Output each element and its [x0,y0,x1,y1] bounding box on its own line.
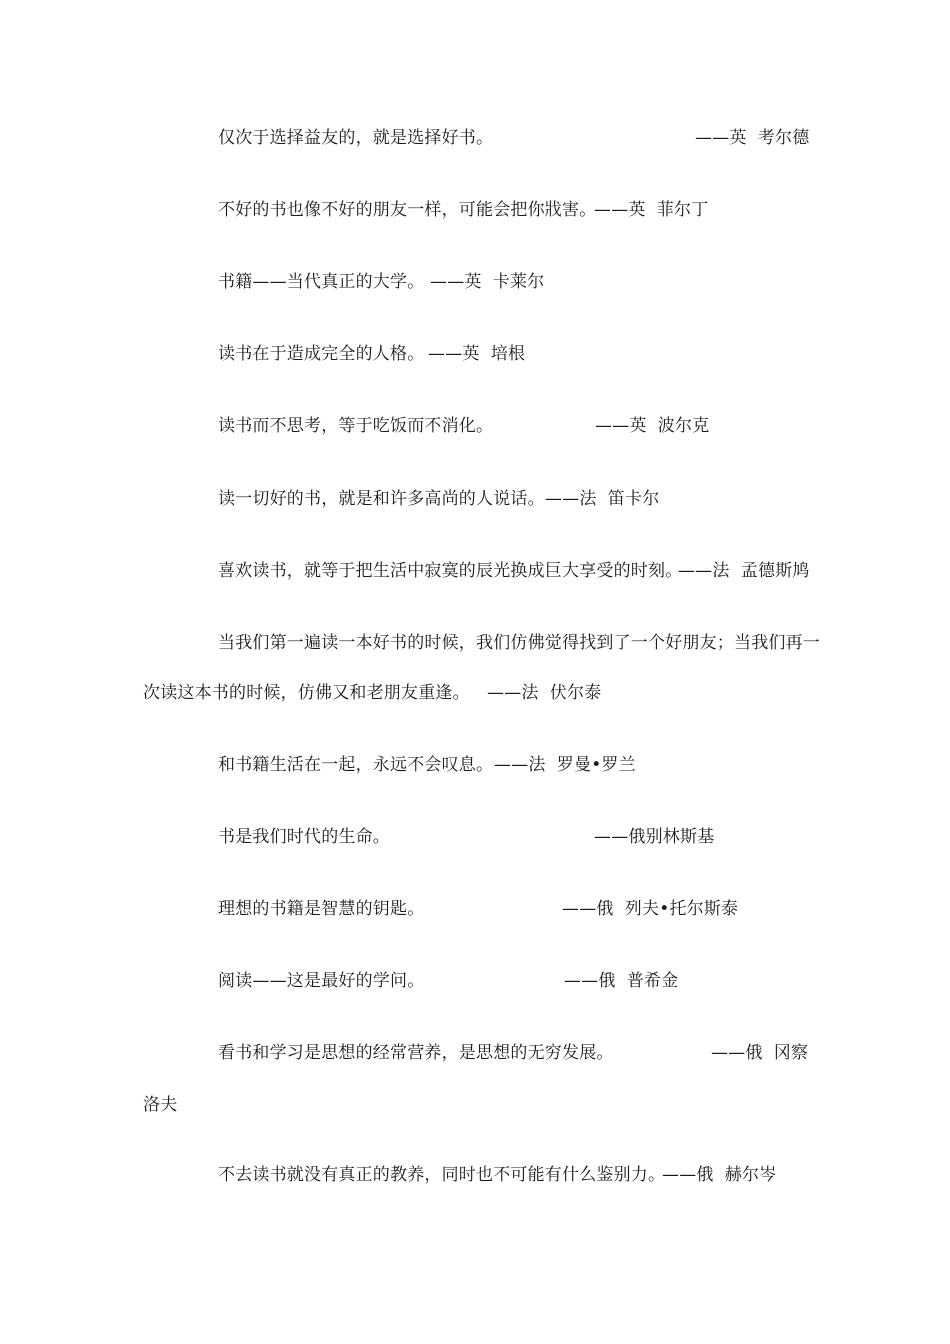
quote-author: ——俄 赫尔岑 [662,1165,777,1185]
quote-author: ——英 考尔德 [695,128,810,148]
quote-author: ——法 伏尔泰 [487,683,602,703]
quote-author: ——英 菲尔丁 [594,200,709,220]
quote-text: 理想的书籍是智慧的钥匙。 [218,899,425,919]
quote-author: ——英 培根 [428,344,526,364]
quote-text: 看书和学习是思想的经常营养，是思想的无穷发展。 [218,1043,614,1063]
quote-text-line1: 当我们第一遍读一本好书的时候，我们仿佛觉得找到了一个好朋友；当我们再一 [218,633,820,653]
quote-text: 读书而不思考，等于吃饭而不消化。 [218,416,494,436]
quote-text: 喜欢读书，就等于把生活中寂寞的辰光换成巨大享受的时刻。 [218,561,683,581]
quote-author: ——法 罗曼•罗兰 [494,755,636,775]
quote-text: 读书在于造成完全的人格。 [218,344,425,364]
quote-author: ——俄别林斯基 [594,827,715,847]
quote-author: ——英 卡莱尔 [430,272,545,292]
quote-author-line2: 洛夫 [143,1095,178,1115]
quote-text: 书是我们时代的生命。 [218,827,390,847]
quote-text: 读一切好的书，就是和许多高尚的人说话。 [218,489,545,509]
quote-text: 仅次于选择益友的，就是选择好书。 [218,128,494,148]
quote-author: ——英 波尔克 [595,416,710,436]
quote-author: ——法 孟德斯鸠 [678,561,810,581]
quote-author: ——法 笛卡尔 [545,489,660,509]
quote-text: 书籍——当代真正的大学。 [218,272,425,292]
quote-author: ——俄 列夫•托尔斯泰 [562,899,739,919]
quote-text: 阅读——这是最好的学问。 [218,971,425,991]
quote-author: ——俄 普希金 [564,971,679,991]
quote-text: 不好的书也像不好的朋友一样，可能会把你戕害。 [218,200,597,220]
quote-text: 和书籍生活在一起，永远不会叹息。 [218,755,494,775]
quote-author-line1: ——俄 冈察 [711,1043,809,1063]
quote-text-line2: 次读这本书的时候，仿佛又和老朋友重逢。 [143,683,470,703]
quote-text: 不去读书就没有真正的教养，同时也不可能有什么鉴别力。 [218,1165,666,1185]
